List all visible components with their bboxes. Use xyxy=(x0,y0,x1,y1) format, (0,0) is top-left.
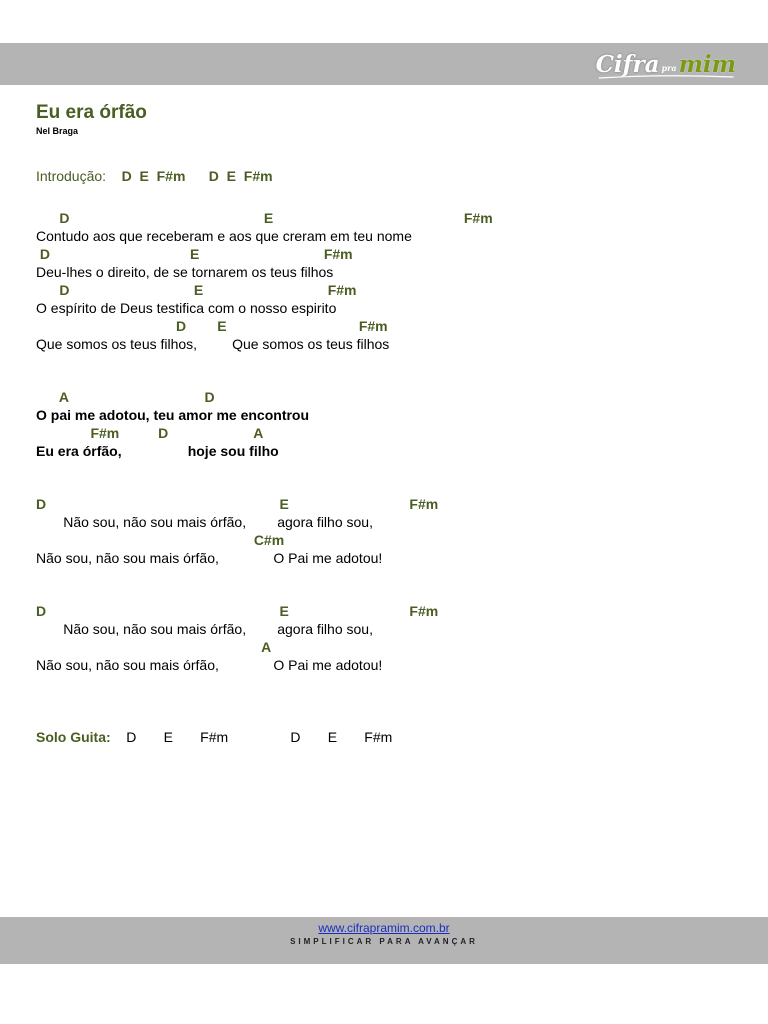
bridge1-chords-2: C#m xyxy=(36,532,285,548)
logo-small: pra xyxy=(661,63,677,73)
footer-bar xyxy=(0,917,768,964)
solo-chords: D E F#m D E F#m xyxy=(126,729,393,745)
header-bar xyxy=(0,43,768,85)
solo-line xyxy=(36,729,392,745)
solo-label: Solo Guita: xyxy=(36,729,111,745)
song-title: Eu era órfão xyxy=(36,102,147,123)
verse-lyric-1: Contudo aos que receberam e aos que creram em teu nome xyxy=(36,228,412,244)
verse-chords-2: D E F#m xyxy=(36,246,353,262)
logo-word: Cifra xyxy=(595,50,660,78)
verse-lyric-3: O espírito de Deus testifica com o nosso espirito xyxy=(36,300,337,316)
logo-tail: mim xyxy=(678,50,736,78)
bridge1-chords-1: D E F#m xyxy=(36,496,439,512)
footer-website-link[interactable]: www.cifrapramim.com.br xyxy=(318,921,450,935)
site-logo[interactable] xyxy=(596,45,736,83)
bridge1-lyric-2: Não sou, não sou mais órfão, O Pai me adotou! xyxy=(36,550,383,566)
chorus-lyric-2: Eu era órfão, hoje sou filho xyxy=(36,443,279,459)
verse-chords-1: D E F#m xyxy=(36,210,493,226)
verse-lyric-4: Que somos os teus filhos, Que somos os teus filhos xyxy=(36,336,390,352)
footer-tagline: SIMPLIFICAR PARA AVANÇAR xyxy=(290,937,478,946)
bridge2-chords-2: A xyxy=(36,639,272,655)
song-author: Nel Braga xyxy=(36,126,79,136)
verse-chords-3: D E F#m xyxy=(36,282,357,298)
intro-label: Introdução: xyxy=(36,168,107,184)
chorus-lyric-1: O pai me adotou, teu amor me encontrou xyxy=(36,407,310,423)
intro-chords: D E F#m D E F#m xyxy=(121,168,273,184)
verse-lyric-2: Deu-lhes o direito, de se tornarem os teus filhos xyxy=(36,264,334,280)
intro-line xyxy=(36,168,273,184)
chorus-chords-1: A D xyxy=(36,389,215,405)
chorus-chords-2: F#m D A xyxy=(36,425,264,441)
verse-chords-4: D E F#m xyxy=(36,318,388,334)
bridge1-lyric-1: Não sou, não sou mais órfão, agora filho sou, xyxy=(36,514,373,530)
bridge2-lyric-1: Não sou, não sou mais órfão, agora filho sou, xyxy=(36,621,373,637)
bridge2-lyric-2: Não sou, não sou mais órfão, O Pai me adotou! xyxy=(36,657,383,673)
logo-swoosh-icon xyxy=(596,74,736,80)
bridge2-chords-1: D E F#m xyxy=(36,603,439,619)
